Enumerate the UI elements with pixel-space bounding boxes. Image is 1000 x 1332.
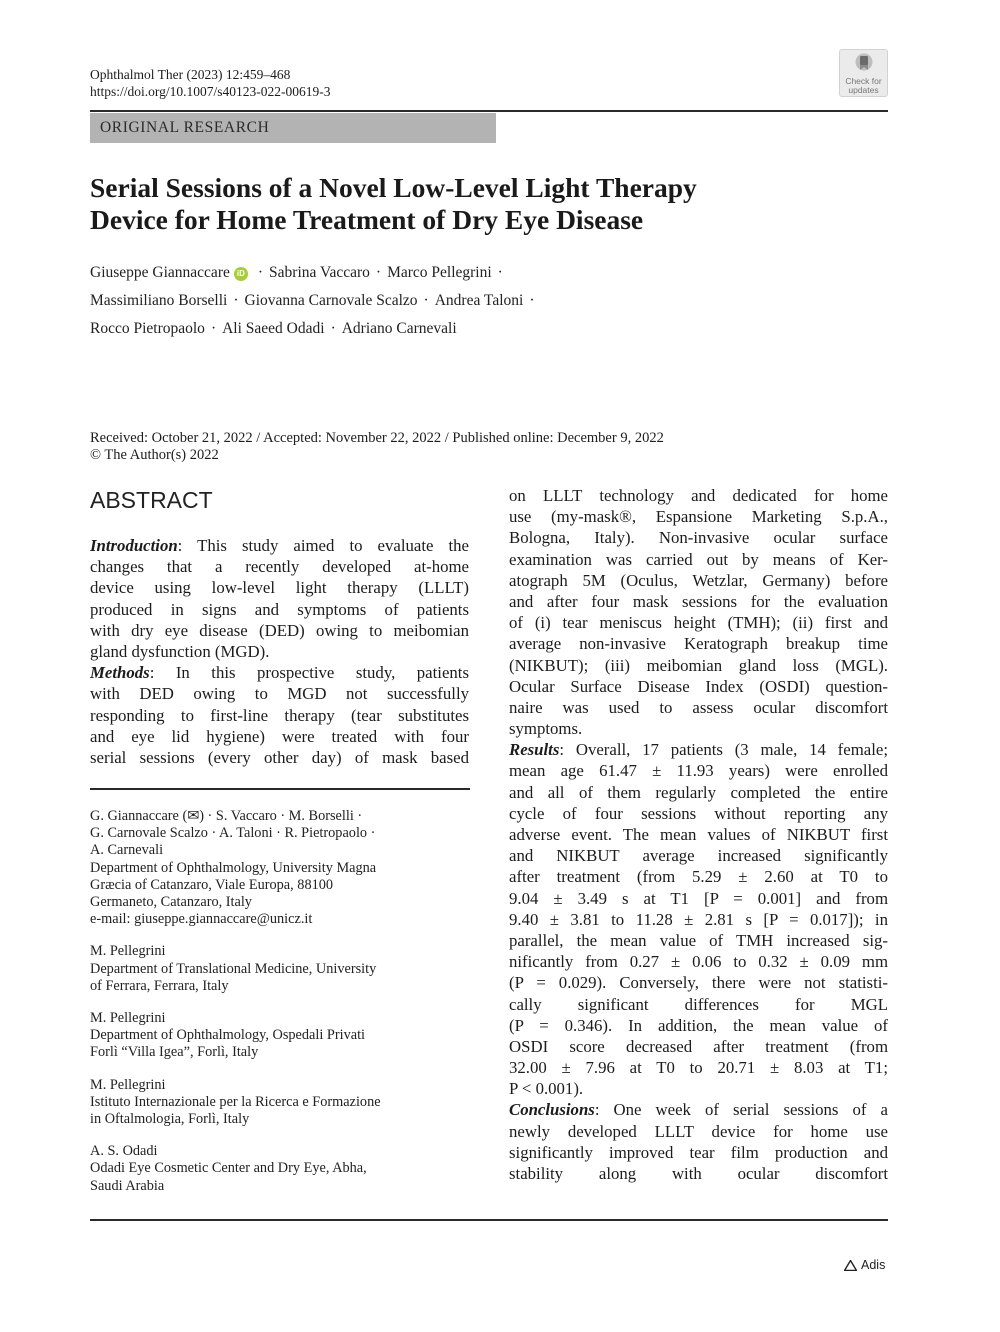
abstract-text: cally significant differences for MGL xyxy=(509,994,888,1014)
abstract-line-text xyxy=(509,1057,888,1078)
abstract-line xyxy=(509,527,888,548)
abstract-text: produced in signs and symptoms of patients xyxy=(90,599,469,619)
abstract-line-text xyxy=(509,527,888,548)
abstract-line-text xyxy=(90,556,469,577)
abstract-line-text xyxy=(509,1078,583,1099)
affiliation-line: Germaneto, Catanzaro, Italy xyxy=(90,894,252,911)
abstract-section-label: Introduction xyxy=(90,536,178,555)
abstract-line xyxy=(90,662,469,683)
abstract-line-text xyxy=(509,612,888,633)
abstract-text: Ocular Surface Disease Index (OSDI) question- xyxy=(509,676,888,696)
abstract-text: responding to first-line therapy (tear substitutes xyxy=(90,705,469,725)
abstract-line xyxy=(90,705,469,726)
abstract-line xyxy=(509,1142,888,1163)
abstract-line xyxy=(90,683,469,704)
abstract-line xyxy=(509,1078,888,1099)
abstract-line xyxy=(509,930,888,951)
abstract-text: of (i) tear meniscus height (TMH); (ii) first and xyxy=(509,613,888,633)
header-rule xyxy=(90,110,888,112)
abstract-text: : In this prospective study, patients xyxy=(149,663,469,683)
dates-line: Received: October 21, 2022 / Accepted: November 22, 2022 / Published online: December 9, 2022 xyxy=(90,430,664,446)
affiliation-line: M. Pellegrini xyxy=(90,1010,166,1027)
abstract-text: stability along with ocular discomfort xyxy=(509,1164,888,1183)
abstract-line xyxy=(509,633,888,654)
abstract-text: changes that a recently developed at-home xyxy=(90,557,469,577)
abstract-line xyxy=(509,866,888,887)
publisher-logo xyxy=(844,1258,885,1272)
affiliation-line: in Oftalmologia, Forlì, Italy xyxy=(90,1111,250,1128)
abstract-section-label: Methods xyxy=(90,663,150,683)
abstract-line-text xyxy=(90,747,469,768)
abstract-text: OSDI score decreased after treatment (from xyxy=(509,1036,888,1056)
abstract-line xyxy=(90,726,469,747)
abstract-line-text xyxy=(509,739,888,760)
check-for-updates-badge[interactable] xyxy=(839,49,888,97)
affiliation-block xyxy=(90,808,381,928)
abstract-line xyxy=(509,845,888,866)
abstract-line-text xyxy=(509,845,888,866)
paper-title xyxy=(90,172,890,236)
author-name[interactable]: Marco Pellegrini xyxy=(387,264,492,281)
abstract-line xyxy=(509,1121,888,1142)
author-line: Giuseppe Giannaccare iD · Sabrina Vaccaro · Marco Pellegrini · xyxy=(90,264,503,281)
author-name[interactable]: Adriano Carnevali xyxy=(341,320,457,337)
abstract-line-text xyxy=(509,1015,888,1036)
abstract-heading: ABSTRACT xyxy=(90,487,213,513)
affiliation-line: of Ferrara, Ferrara, Italy xyxy=(90,977,229,994)
abstract-text: P < 0.001). xyxy=(509,1079,584,1099)
affiliation-line: G. Carnovale Scalzo · A. Taloni · R. Pietropaolo · xyxy=(90,825,376,842)
author-name[interactable]: Massimiliano Borselli xyxy=(90,292,228,309)
affiliation-line: A. Carnevali xyxy=(90,842,164,859)
author-name[interactable]: Ali Saeed Odadi xyxy=(222,320,325,337)
abstract-section-label: Conclusions xyxy=(509,1100,595,1120)
abstract-line xyxy=(509,972,888,993)
abstract-line-text xyxy=(90,641,269,662)
abstract-text: mean age 61.47 ± 11.93 years) were enrolled xyxy=(509,761,888,781)
abstract-line-text xyxy=(509,1121,888,1142)
abstract-line xyxy=(90,620,469,641)
abstract-text: parallel, the mean value of TMH increased sig- xyxy=(509,930,888,950)
affiliation-line: Istituto Internazionale per la Ricerca e Formazione xyxy=(90,1093,381,1110)
abstract-line-text xyxy=(90,683,469,704)
abstract-line-text xyxy=(509,1099,888,1120)
abstract-line-text xyxy=(509,824,888,845)
abstract-line xyxy=(509,549,888,570)
abstract-text: gland dysfunction (MGD). xyxy=(90,641,270,661)
copyright-line: © The Author(s) 2022 xyxy=(90,447,219,463)
affiliation-line: Odadi Eye Cosmetic Center and Dry Eye, Abha, xyxy=(90,1160,367,1177)
publisher-name: Adis xyxy=(861,1258,886,1272)
abstract-text: with dry eye disease (DED) owing to meibomian xyxy=(90,620,469,640)
abstract-text: 32.00 ± 7.96 at T0 to 20.71 ± 8.03 at T1; xyxy=(509,1058,888,1078)
publication-dates xyxy=(90,430,664,464)
abstract-text: 9.04 ± 3.49 s at T1 [P = 0.001] and from xyxy=(509,888,888,908)
abstract-text: average non-invasive Keratograph breakup time xyxy=(509,634,888,654)
abstract-line xyxy=(509,909,888,930)
abstract-line-text xyxy=(509,803,888,824)
affiliation-block xyxy=(90,1077,381,1129)
abstract-line-text xyxy=(509,760,888,781)
abstract-left-column xyxy=(90,535,469,768)
abstract-line xyxy=(509,951,888,972)
author-name[interactable]: Giuseppe Giannaccare xyxy=(90,264,230,281)
journal-line: Ophthalmol Ther (2023) 12:459–468 xyxy=(90,67,291,82)
abstract-line-text xyxy=(509,718,582,739)
doi-link[interactable]: https://doi.org/10.1007/s40123-022-00619-3 xyxy=(90,84,331,99)
abstract-text: on LLLT technology and dedicated for home xyxy=(509,486,888,505)
author-name[interactable]: Rocco Pietropaolo xyxy=(90,320,205,337)
author-name[interactable]: Sabrina Vaccaro xyxy=(269,264,370,281)
affiliation-line: Græcia of Catanzaro, Viale Europa, 88100 xyxy=(90,876,334,893)
abstract-line xyxy=(509,591,888,612)
abstract-line xyxy=(90,577,469,598)
abstract-text: and all of them regularly completed the entire xyxy=(509,782,888,802)
author-line: Massimiliano Borselli · Giovanna Carnovale Scalzo · Andrea Taloni · xyxy=(90,292,535,309)
affiliation-rule xyxy=(90,788,470,790)
abstract-line xyxy=(90,556,469,577)
author-name[interactable]: Giovanna Carnovale Scalzo xyxy=(244,292,418,309)
affiliations xyxy=(90,808,381,1210)
abstract-text: serial sessions (every other day) of mask based xyxy=(90,747,469,767)
abstract-line xyxy=(509,1099,888,1120)
abstract-line xyxy=(509,612,888,633)
abstract-text: (P = 0.029). Conversely, there were not statisti- xyxy=(509,973,888,993)
abstract-text: naire was used to assess ocular discomfort xyxy=(509,697,888,717)
abstract-text: (NIKBUT); (iii) meibomian gland loss (MGL). xyxy=(509,655,888,675)
abstract-line-text xyxy=(509,909,888,930)
abstract-text: atograph 5M (Oculus, Wetzlar, Germany) before xyxy=(509,570,888,590)
crossmark-label-2: updates xyxy=(848,85,879,95)
affiliation-line: Department of Ophthalmology, Ospedali Privati xyxy=(90,1027,366,1044)
abstract-text: adverse event. The mean values of NIKBUT first xyxy=(509,825,888,844)
abstract-line-text xyxy=(90,726,469,747)
abstract-line-text xyxy=(90,577,469,598)
abstract-line-text xyxy=(509,485,888,506)
abstract-line-text xyxy=(90,705,469,726)
abstract-line xyxy=(90,535,469,556)
abstract-line xyxy=(509,1036,888,1057)
abstract-text: : This study aimed to evaluate the xyxy=(177,536,469,555)
abstract-line xyxy=(509,824,888,845)
abstract-line xyxy=(509,760,888,781)
abstract-text: Bologna, Italy). Non-invasive ocular surface xyxy=(509,528,888,548)
abstract-text: : Overall, 17 patients (3 male, 14 female; xyxy=(559,740,888,760)
affiliation-block xyxy=(90,943,381,995)
abstract-line xyxy=(509,676,888,697)
abstract-text: newly developed LLLT device for home use xyxy=(509,1121,888,1141)
author-name[interactable]: Andrea Taloni xyxy=(434,292,524,309)
abstract-line-text xyxy=(90,662,469,683)
affiliation-block xyxy=(90,1143,381,1195)
abstract-text: and eye lid hygiene) were treated with four xyxy=(90,726,469,746)
abstract-line xyxy=(509,803,888,824)
abstract-line-text xyxy=(509,866,888,887)
abstract-text: nificantly from 0.27 ± 0.06 to 0.32 ± 0.09 mm xyxy=(509,952,888,972)
orcid-icon[interactable]: iD xyxy=(234,267,248,281)
abstract-text: 9.40 ± 3.81 to 11.28 ± 2.81 s [P = 0.017]); in xyxy=(509,909,888,929)
abstract-line-text xyxy=(90,535,469,556)
abstract-line-text xyxy=(509,888,888,909)
abstract-line-text xyxy=(509,1163,888,1184)
abstract-section-label: Results xyxy=(509,740,560,760)
abstract-line xyxy=(509,697,888,718)
journal-citation xyxy=(90,66,331,100)
affiliation-line: Department of Translational Medicine, University xyxy=(90,960,377,977)
abstract-line xyxy=(509,1015,888,1036)
affiliation-line[interactable]: e-mail: giuseppe.giannaccare@unicz.it xyxy=(90,911,313,928)
abstract-line xyxy=(509,739,888,760)
abstract-line-text xyxy=(509,570,888,591)
abstract-line-text xyxy=(509,972,888,993)
abstract-line xyxy=(509,888,888,909)
abstract-line-text xyxy=(509,506,888,527)
abstract-line-text xyxy=(90,599,469,620)
affiliation-line: M. Pellegrini xyxy=(90,1076,166,1093)
abstract-line-text xyxy=(509,633,888,654)
abstract-line xyxy=(90,599,469,620)
affiliation-line: Saudi Arabia xyxy=(90,1177,165,1194)
adis-triangle-icon xyxy=(844,1260,857,1271)
abstract-text: examination was carried out by means of Ker- xyxy=(509,549,888,569)
affiliation-block xyxy=(90,1010,381,1062)
abstract-line-text xyxy=(509,697,888,718)
affiliation-line: Department of Ophthalmology, University Magna xyxy=(90,859,377,876)
abstract-line-text xyxy=(509,591,888,612)
abstract-text: significantly improved tear film production and xyxy=(509,1142,888,1162)
abstract-line-text xyxy=(509,782,888,803)
abstract-text: and after four mask sessions for the evaluation xyxy=(509,591,888,611)
abstract-text: after treatment (from 5.29 ± 2.60 at T0 to xyxy=(509,867,888,887)
abstract-line xyxy=(90,641,469,662)
crossmark-label-1: Check for xyxy=(845,76,882,86)
abstract-text: with DED owing to MGD not successfully xyxy=(90,684,469,704)
title-line: Device for Home Treatment of Dry Eye Disease xyxy=(90,204,644,235)
abstract-line-text xyxy=(509,994,888,1015)
abstract-line xyxy=(509,994,888,1015)
abstract-line-text xyxy=(509,951,888,972)
abstract-line xyxy=(509,1057,888,1078)
abstract-text: use (my-mask®, Espansione Marketing S.p.A., xyxy=(509,507,888,527)
abstract-text: (P = 0.346). In addition, the mean value of xyxy=(509,1015,888,1035)
affiliation-line: M. Pellegrini xyxy=(90,943,166,960)
abstract-text: : One week of serial sessions of a xyxy=(594,1100,888,1120)
abstract-text: and NIKBUT average increased significantly xyxy=(509,846,888,866)
abstract-line-text xyxy=(509,655,888,676)
abstract-line-text xyxy=(509,1036,888,1057)
abstract-line xyxy=(509,1163,888,1184)
title-line: Serial Sessions of a Novel Low-Level Light Therapy xyxy=(90,172,697,203)
abstract-line xyxy=(509,655,888,676)
abstract-line-text xyxy=(509,930,888,951)
abstract-right-column xyxy=(509,485,888,1184)
abstract-line-text xyxy=(509,1142,888,1163)
crossmark-icon xyxy=(855,53,873,73)
affiliation-line: Forlì “Villa Igea”, Forlì, Italy xyxy=(90,1044,259,1061)
abstract-line-text xyxy=(509,549,888,570)
section-label: ORIGINAL RESEARCH xyxy=(100,119,270,136)
abstract-line xyxy=(509,718,888,739)
abstract-line xyxy=(509,485,888,506)
affiliation-line: A. S. Odadi xyxy=(90,1143,158,1160)
affiliation-line: G. Giannaccare (✉) · S. Vaccaro · M. Borselli · xyxy=(90,808,363,824)
abstract-line xyxy=(509,506,888,527)
abstract-line-text xyxy=(90,620,469,641)
abstract-text: cycle of four sessions without reporting any xyxy=(509,803,888,823)
author-line: Rocco Pietropaolo · Ali Saeed Odadi · Adriano Carnevali xyxy=(90,320,457,337)
footer-rule xyxy=(90,1219,888,1221)
abstract-text: device using low-level light therapy (LLLT) xyxy=(90,578,469,598)
abstract-text: symptoms. xyxy=(509,719,583,739)
section-band xyxy=(90,113,496,143)
abstract-line xyxy=(90,747,469,768)
abstract-line-text xyxy=(509,676,888,697)
abstract-line xyxy=(509,570,888,591)
abstract-line xyxy=(509,782,888,803)
